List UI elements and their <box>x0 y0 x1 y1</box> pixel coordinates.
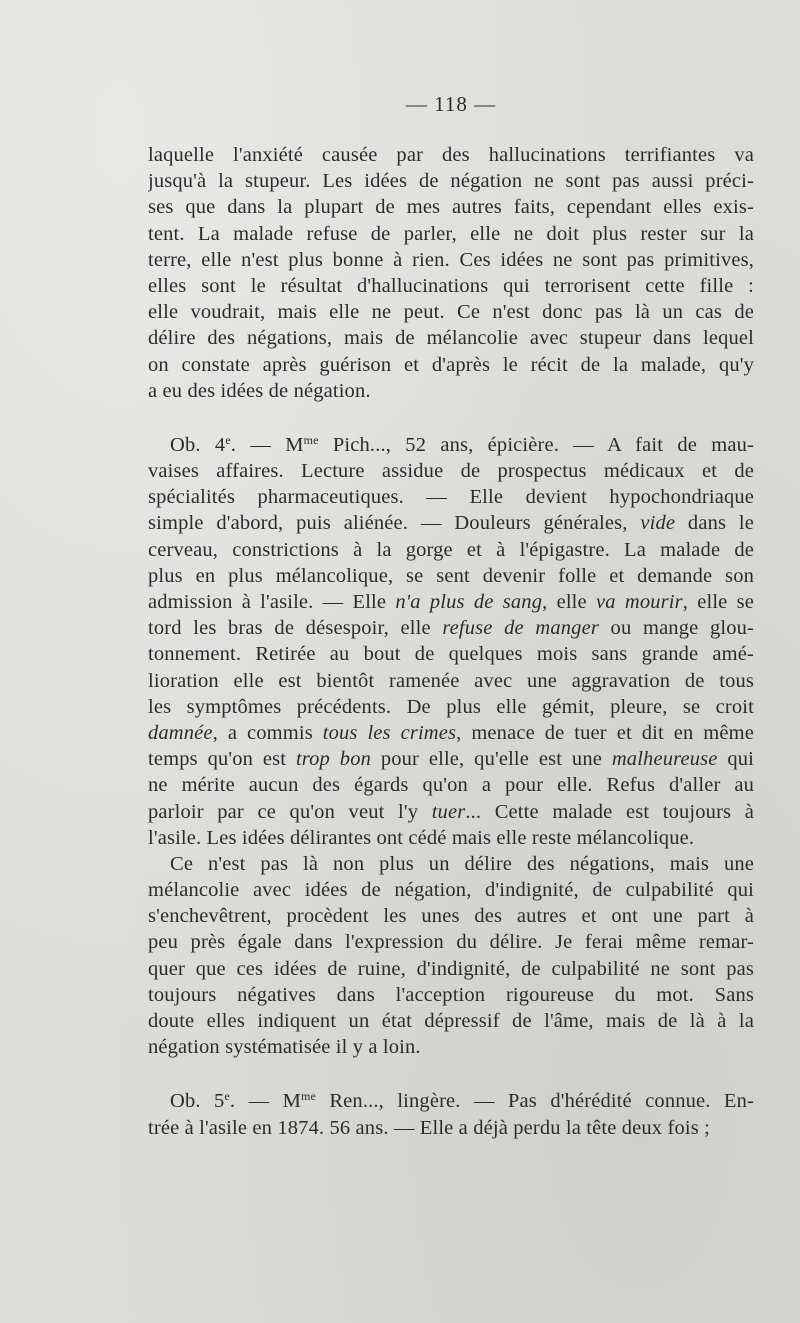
text-line: cerveau, constrictions à la gorge et à l'épigastre. La malade de <box>148 538 754 561</box>
paragraph <box>148 1088 754 1140</box>
text-line: négation systématisée il y a loin. <box>148 1036 421 1059</box>
text-line: jusqu'à la stupeur. Les idées de négation ne sont pas aussi préci- <box>148 170 754 193</box>
text-line: admission à l'asile. — Elle n'a plus de sang, elle va mourir, elle se <box>148 591 754 613</box>
text-line: Ce n'est pas là non plus un délire des négations, mais une <box>170 852 754 875</box>
paragraph <box>148 851 754 1061</box>
text-line: l'asile. Les idées délirantes ont cédé mais elle reste mélancolique. <box>148 826 695 849</box>
text-line: ne mérite aucun des égards qu'on a pour elle. Refus d'aller au <box>148 774 754 797</box>
text-line: tent. La malade refuse de parler, elle ne doit plus rester sur la <box>148 222 754 245</box>
text-line: lioration elle est bientôt ramenée avec une aggravation de tous <box>148 669 754 692</box>
text-line: s'enchevêtrent, procèdent les unes des autres et ont une part à <box>148 905 754 928</box>
text-line: simple d'abord, puis aliénée. — Douleurs générales, vide dans le <box>148 512 754 535</box>
page-number: — 118 — <box>405 92 497 116</box>
text-line: elles sont le résultat d'hallucinations qui terrorisent cette fille : <box>148 274 754 297</box>
text-line: damnée, a commis tous les crimes, menace de tuer et dit en même <box>148 721 754 744</box>
text-line: tord les bras de désespoir, elle refuse de manger ou mange glou- <box>148 617 754 640</box>
text-line: vaises affaires. Lecture assidue de prospectus médicaux et de <box>148 460 754 483</box>
text-line: on constate après guérison et d'après le récit de la malade, qu'y <box>148 353 754 376</box>
text-line: doute elles indiquent un état dépressif de l'âme, mais de là à la <box>148 1010 754 1032</box>
text-line: spécialités pharmaceutiques. — Elle devient hypochondriaque <box>148 486 754 509</box>
text-line: mélancolie avec idées de négation, d'indignité, de culpabilité qui <box>148 879 754 902</box>
text-line: peu près égale dans l'expression du délire. Je ferai même remar- <box>148 931 754 954</box>
text-line: ses que dans la plupart de mes autres faits, cependant elles exis- <box>148 196 754 219</box>
paragraph <box>148 142 754 404</box>
text-line: elle voudrait, mais elle ne peut. Ce n'est donc pas là un cas de <box>148 301 754 324</box>
text-line: quer que ces idées de ruine, d'indignité, de culpabilité ne sont pas <box>148 957 754 980</box>
page-content <box>148 92 754 1172</box>
text-line: parloir par ce qu'on veut l'y tuer... Cette malade est toujours à <box>148 800 754 823</box>
text-line: terre, elle n'est plus bonne à rien. Ces idées ne sont pas primitives, <box>148 248 754 271</box>
body-text <box>148 142 754 1141</box>
paragraph-gap <box>148 404 754 432</box>
text-line: trée à l'asile en 1874. 56 ans. — Elle a déjà perdu la tête deux fois ; <box>148 1116 710 1139</box>
text-line: Ob. 5e. — $M^{me}$ Ren..., lingère. — Pas d'hérédité connue. En- <box>170 1089 754 1113</box>
text-line: délire des négations, mais de mélancolie avec stupeur dans lequel <box>148 327 754 350</box>
text-line: laquelle l'anxiété causée par des hallucinations terrifiantes va <box>148 144 754 166</box>
text-line: les symptômes précédents. De plus elle gémit, pleure, se croit <box>148 695 754 718</box>
text-line: Ob. 4e. — $M^{me}$ Pich..., 52 ans, épicière. — A fait de mau- <box>170 432 754 456</box>
paragraph-gap <box>148 1060 754 1088</box>
text-line: toujours négatives dans l'acception rigoureuse du mot. Sans <box>148 983 754 1006</box>
text-line: tonnement. Retirée au bout de quelques mois sans grande amé- <box>148 643 754 666</box>
text-line: plus en plus mélancolique, se sent devenir folle et demande son <box>148 564 754 587</box>
text-line: a eu des idées de négation. <box>148 379 371 402</box>
text-line: temps qu'on est trop bon pour elle, qu'elle est une malheureuse qui <box>148 748 754 771</box>
paragraph <box>148 432 754 851</box>
